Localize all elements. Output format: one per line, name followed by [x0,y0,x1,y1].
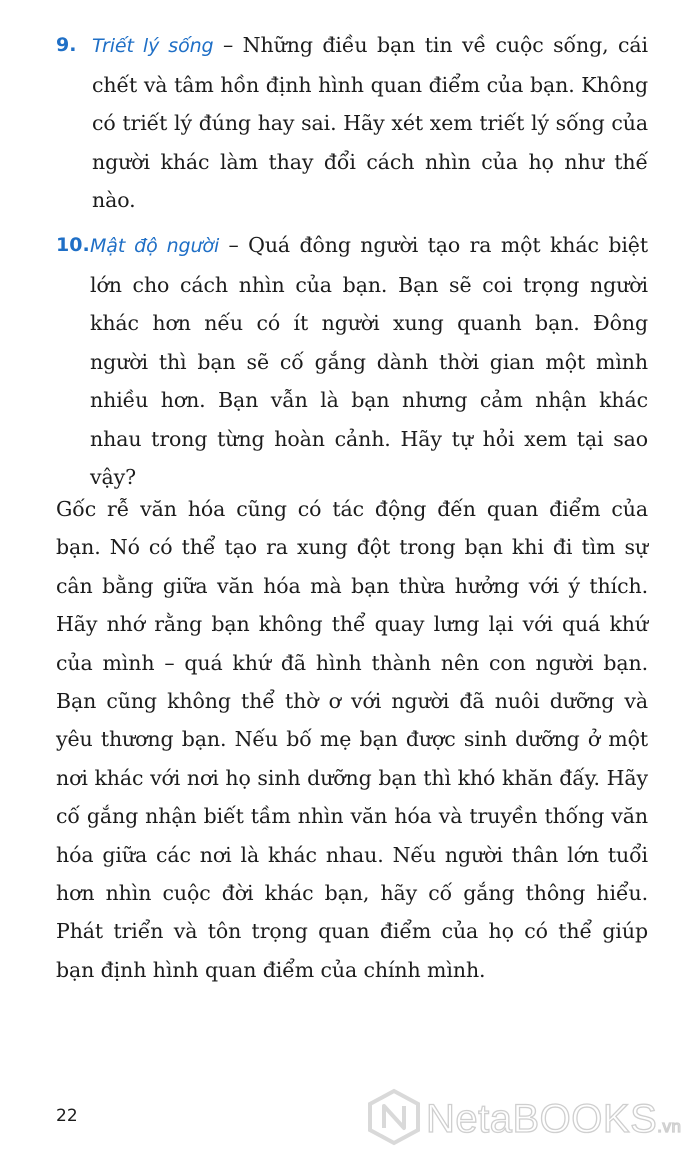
netabooks-watermark [366,1088,696,1146]
item-text: – Những điều bạn tin về cuộc sống, cái chết và tâm hồn định hình quan điểm của bạn. Không có triết lý đúng hay sai. Hãy xét xem triết lý sống của người khác làm thay đổi cách nhìn của họ như thế nào. [92,33,648,212]
item-term: Mật độ người [90,235,220,257]
netabooks-logo-icon [370,1091,418,1143]
svg-text:NetaBOOKS.vn [426,1097,681,1141]
item-term: Triết lý sống [92,35,214,57]
item-number: 9. [56,34,77,56]
watermark-suffix: .vn [657,1117,682,1136]
list-item-population-density [56,226,648,497]
item-body [92,26,648,220]
page-number: 22 [56,1106,78,1126]
item-text: – Quá đông người tạo ra một khác biệt lớn cho cách nhìn của bạn. Bạn sẽ coi trọng người khác hơn nếu có ít người xung quanh bạn. Đông người thì bạn sẽ cố gắng dành thời gian một mình nhiều hơn. Bạn vẫn là bạn nhưng cảm nhận khác nhau trong từng hoàn cảnh. Hãy tự hỏi xem tại sao vậy? [90,233,648,489]
watermark-brand: NetaBOOKS [426,1097,658,1141]
item-number: 10. [56,234,90,256]
item-body [90,226,648,497]
body-paragraph: Gốc rễ văn hóa cũng có tác động đến quan điểm của bạn. Nó có thể tạo ra xung đột trong bạn khi đi tìm sự cân bằng giữa văn hóa mà bạn thừa hưởng với ý thích. Hãy nhớ rằng bạn không thể quay lưng lại với quá khứ của mình – quá khứ đã hình thành nên con người bạn. Bạn cũng không thể thờ ơ với người đã nuôi dưỡng và yêu thương bạn. Nếu bố mẹ bạn được sinh dưỡng ở một nơi khác với nơi họ sinh dưỡng bạn thì khó khăn đấy. Hãy cố gắng nhận biết tầm nhìn văn hóa và truyền thống văn hóa giữa các nơi là khác nhau. Nếu người thân lớn tuổi hơn nhìn cuộc đời khác bạn, hãy cố gắng thông hiểu. Phát triển và tôn trọng quan điểm của họ có thể giúp bạn định hình quan điểm của chính mình. [56,497,648,982]
list-item-philosophy [56,26,648,220]
